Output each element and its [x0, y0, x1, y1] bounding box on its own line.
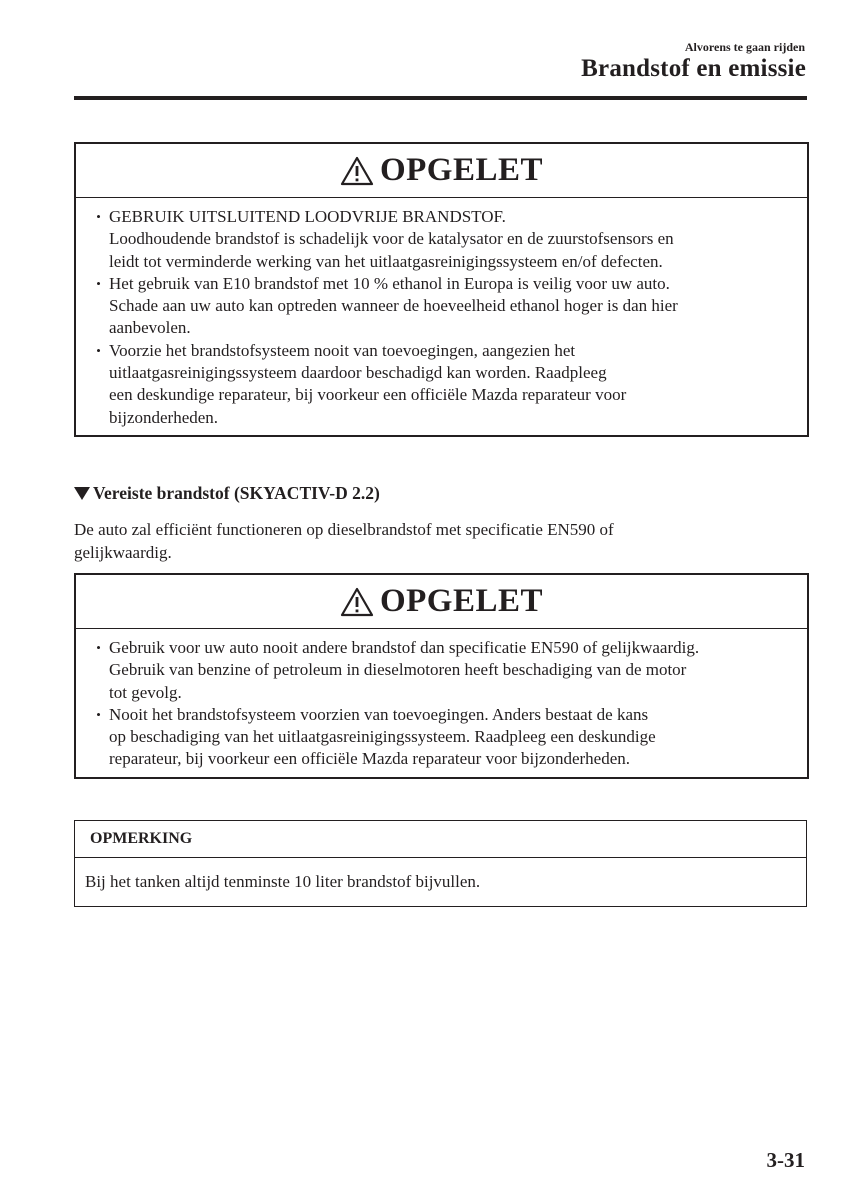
note-box	[74, 820, 807, 907]
caution-header-2	[76, 575, 807, 629]
bullet-line: uitlaatgasreinigingssysteem daardoor beschadigd kan worden. Raadpleeg	[109, 363, 607, 383]
bullet-line: tot gevolg.	[109, 682, 182, 702]
caution-bullet	[88, 704, 781, 771]
bullet-line: Gebruik van benzine of petroleum in dieselmotoren heeft beschadiging van de motor	[109, 660, 687, 680]
warning-triangle-icon	[340, 587, 374, 617]
section-header: Alvorens te gaan rijden	[684, 40, 805, 54]
caution-bullet	[88, 273, 781, 340]
paragraph-line: gelijkwaardig.	[74, 543, 172, 562]
bullet-line: Gebruik voor uw auto nooit andere brandstof dan specificatie EN590 of gelijkwaardig.	[109, 638, 700, 657]
bullet-dot: •	[96, 640, 101, 655]
section-heading-text: Vereiste brandstof (SKYACTIV-D 2.2)	[93, 483, 380, 503]
caution-box-2	[74, 573, 809, 779]
note-title: OPMERKING	[75, 821, 806, 858]
bullet-line: op beschadiging van het uitlaatgasreinigingssysteem. Raadpleeg een deskundige	[109, 727, 656, 747]
section-paragraph	[74, 518, 809, 564]
caution-bullet	[88, 637, 781, 704]
caution-bullet	[88, 206, 781, 273]
warning-triangle-icon	[340, 156, 374, 186]
section-heading	[74, 483, 380, 504]
bullet-line: Het gebruik van E10 brandstof met 10 % ethanol in Europa is veilig voor uw auto.	[109, 273, 670, 293]
note-text: Bij het tanken altijd tenminste 10 liter brandstof bijvullen.	[85, 872, 481, 891]
caution-title-2: OPGELET	[379, 583, 544, 619]
bullet-line: aanbevolen.	[109, 318, 191, 338]
bullet-dot: •	[96, 706, 101, 722]
bullet-line: Loodhoudende brandstof is schadelijk voor de katalysator en de zuurstofsensors en	[109, 229, 674, 249]
section-marker-icon	[74, 487, 90, 500]
caution-title-1: OPGELET	[379, 152, 544, 188]
bullet-dot: •	[96, 342, 101, 358]
header-divider	[74, 96, 807, 100]
paragraph-line: De auto zal efficiënt functioneren op dieselbrandstof met specificatie EN590 of	[74, 520, 614, 539]
bullet-line: bijzonderheden.	[109, 407, 219, 427]
bullet-dot: •	[96, 209, 101, 224]
page-title: Brandstof en emissie	[581, 55, 806, 82]
caution-bullet	[88, 340, 781, 429]
bullet-line: Schade aan uw auto kan optreden wanneer de hoeveelheid ethanol hoger is dan hier	[109, 296, 678, 316]
caution-header-1	[76, 144, 807, 198]
bullet-line: een deskundige reparateur, bij voorkeur een officiële Mazda reparateur voor	[109, 385, 627, 405]
bullet-dot: •	[96, 275, 101, 291]
caution-box-1	[74, 142, 809, 437]
bullet-line: leidt tot verminderde werking van het uitlaatgasreinigingssysteem en/of defecten.	[109, 251, 663, 271]
bullet-line: reparateur, bij voorkeur een officiële Mazda reparateur voor bijzonderheden.	[109, 749, 631, 769]
caution-body-2	[76, 629, 807, 777]
page-number: 3-31	[766, 1148, 805, 1172]
caution-body-1	[76, 198, 807, 435]
bullet-line: GEBRUIK UITSLUITEND LOODVRIJE BRANDSTOF.	[109, 207, 506, 226]
bullet-line: Voorzie het brandstofsysteem nooit van toevoegingen, aangezien het	[109, 340, 576, 360]
bullet-line: Nooit het brandstofsysteem voorzien van toevoegingen. Anders bestaat de kans	[109, 704, 649, 724]
